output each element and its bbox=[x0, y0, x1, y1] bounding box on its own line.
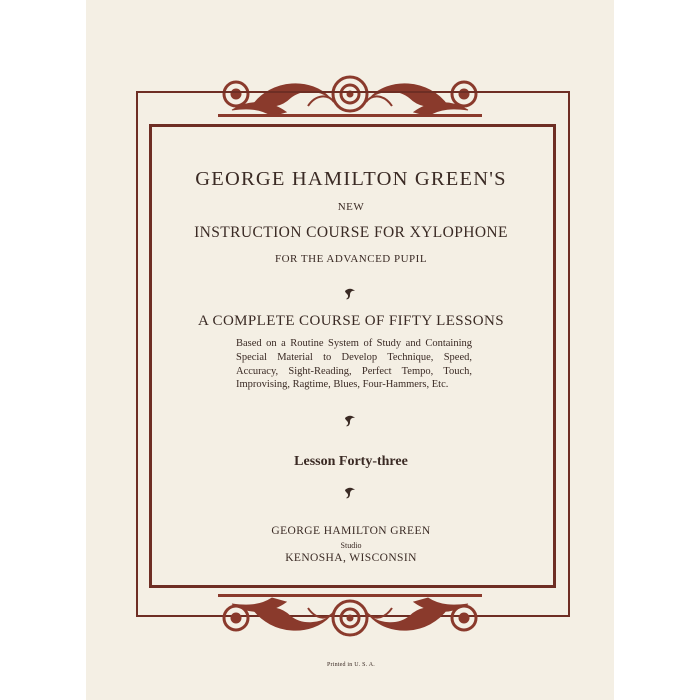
main-title: GEORGE HAMILTON GREEN'S bbox=[195, 168, 507, 190]
fleuron-icon bbox=[342, 486, 358, 500]
course-description: Based on a Routine System of Study and Containing Special Material to Develop Technique, Speed, Accuracy, Sight-Reading, Perfect Tempo, Touch, Improvising, Ragtime, Blues, Four-Hammers, Etc. bbox=[236, 338, 472, 391]
studio-city: KENOSHA, WISCONSIN bbox=[285, 552, 417, 564]
subtitle-new: NEW bbox=[337, 201, 365, 213]
studio-label: Studio bbox=[340, 541, 362, 550]
printed-in-usa: Printed in U. S. A. bbox=[327, 662, 375, 668]
lesson-number: Lesson Forty-three bbox=[294, 454, 408, 469]
fleuron-icon bbox=[342, 414, 358, 428]
studio-name: GEORGE HAMILTON GREEN bbox=[271, 525, 431, 537]
complete-course-heading: A COMPLETE COURSE OF FIFTY LESSONS bbox=[197, 313, 504, 329]
bottom-scroll-ornament-icon bbox=[212, 586, 488, 644]
course-title: INSTRUCTION COURSE FOR XYLOPHONE bbox=[194, 224, 508, 241]
fleuron-icon bbox=[342, 287, 358, 301]
audience-line: FOR THE ADVANCED PUPIL bbox=[274, 253, 428, 265]
